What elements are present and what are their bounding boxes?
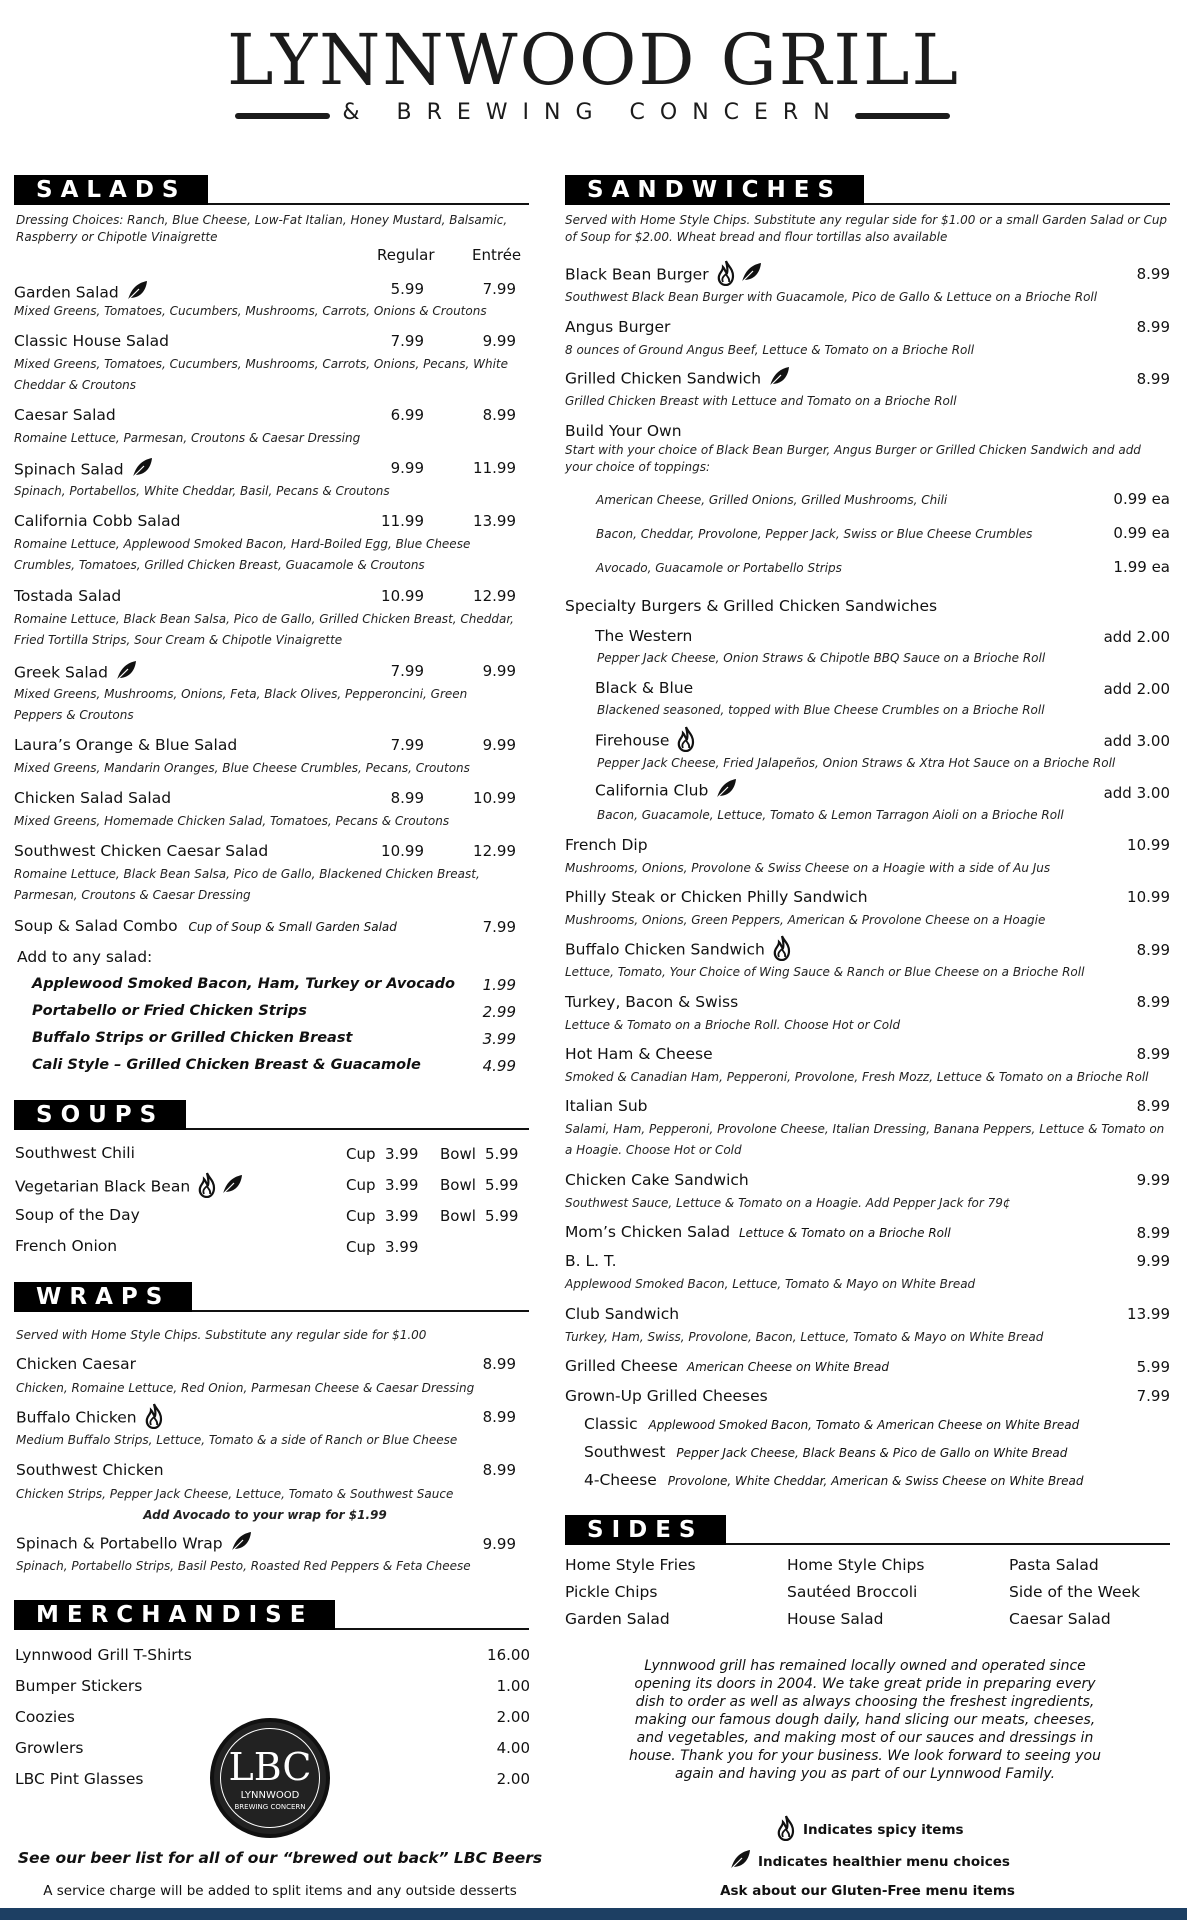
bowl-price: 5.99 xyxy=(485,1207,519,1225)
sandwich-price: 8.99 xyxy=(1136,993,1170,1011)
wrap-price: 8.99 xyxy=(482,1355,516,1373)
menu-item-desc: Romaine Lettuce, Parmesan, Croutons & Caesar Dressing xyxy=(14,431,361,445)
cup-price: 3.99 xyxy=(385,1238,419,1256)
topping-name: American Cheese, Grilled Onions, Grilled Mushrooms, Chili xyxy=(596,493,948,507)
cup-price: 3.99 xyxy=(385,1176,419,1194)
addon-name: Buffalo Strips or Grilled Chicken Breast xyxy=(32,1030,353,1046)
specialty-name: Black & Blue xyxy=(595,679,694,697)
legend-spicy: Indicates spicy items xyxy=(775,1815,964,1845)
sandwich-desc: Applewood Smoked Bacon, Lettuce, Tomato & Mayo on White Bread xyxy=(565,1277,976,1291)
cup-price: 3.99 xyxy=(385,1207,419,1225)
addon-price: 2.99 xyxy=(482,1003,516,1021)
specialty-desc: Bacon, Guacamole, Lettuce, Tomato & Lemon Tarragon Aioli on a Brioche Roll xyxy=(597,808,1064,822)
side-item: House Salad xyxy=(787,1610,884,1628)
wrap-desc: Medium Buffalo Strips, Lettuce, Tomato & a side of Ranch or Blue Cheese xyxy=(16,1433,458,1447)
sandwich-desc: Mushrooms, Onions, Provolone & Swiss Cheese on a Hoagie with a side of Au Jus xyxy=(565,861,1051,875)
sandwich-name: Philly Steak or Chicken Philly Sandwich xyxy=(565,888,868,906)
sandwiches-header: SANDWICHES xyxy=(565,175,1170,205)
merch-price: 16.00 xyxy=(487,1646,530,1664)
leaf-icon xyxy=(114,659,138,687)
sandwich-desc: 8 ounces of Ground Angus Beef, Lettuce & Tomato on a Brioche Roll xyxy=(565,343,975,357)
price-entree: 10.99 xyxy=(473,789,516,807)
specialty-price: add 2.00 xyxy=(1103,680,1170,698)
sandwich-name: Hot Ham & Cheese xyxy=(565,1045,713,1063)
legend-healthy: Indicates healthier menu choices xyxy=(728,1848,1010,1876)
topping-price: 1.99 ea xyxy=(1113,558,1170,576)
price-regular: 10.99 xyxy=(381,842,424,860)
menu-item-desc: Mixed Greens, Tomatoes, Cucumbers, Mushrooms, Carrots, Onions, Pecans, White Cheddar & Croutons xyxy=(14,357,509,392)
addon-price: 3.99 xyxy=(482,1030,516,1048)
side-item: Sautéed Broccoli xyxy=(787,1583,918,1601)
side-item: Pasta Salad xyxy=(1009,1556,1099,1574)
wrap-price: 8.99 xyxy=(482,1461,516,1479)
price-entree: 9.99 xyxy=(482,736,516,754)
price-regular: 6.99 xyxy=(390,406,424,424)
addon-name: Portabello or Fried Chicken Strips xyxy=(32,1003,307,1019)
soup-name: Soup of the Day xyxy=(15,1206,140,1224)
specialty-title: Specialty Burgers & Grilled Chicken Sandwiches xyxy=(565,597,938,615)
price-entree: 9.99 xyxy=(482,332,516,350)
price-entree: 12.99 xyxy=(473,587,516,605)
sides-header: SIDES xyxy=(565,1515,1170,1545)
cup-label: Cup xyxy=(346,1238,376,1256)
salads-header: SALADS xyxy=(14,175,529,205)
bowl-price: 5.99 xyxy=(485,1176,519,1194)
merch-name: Coozies xyxy=(15,1708,75,1726)
price-entree: 9.99 xyxy=(482,662,516,680)
sandwich-name: Chicken Cake Sandwich xyxy=(565,1171,749,1189)
lbc-logo xyxy=(210,1718,330,1838)
wrap-desc: Chicken Strips, Pepper Jack Cheese, Lettuce, Tomato & Southwest Sauce xyxy=(16,1487,454,1501)
sandwich-price: 8.99 xyxy=(1136,318,1170,336)
price-entree: 11.99 xyxy=(473,459,516,477)
sandwich-price: 8.99 xyxy=(1136,1224,1170,1242)
specialty-name: The Western xyxy=(595,627,693,645)
logo-line2: BREWING CONCERN xyxy=(234,1803,306,1811)
dressing-choices: Dressing Choices: Ranch, Blue Cheese, Low-Fat Italian, Honey Mustard, Balsamic, Raspberry or Chipotle Vinaigrette xyxy=(16,213,508,244)
wrap-price: 9.99 xyxy=(482,1535,516,1553)
specialty-price: add 3.00 xyxy=(1103,732,1170,750)
flame-icon xyxy=(675,726,697,756)
grownup-option: Southwest Pepper Jack Cheese, Black Beans & Pico de Gallo on White Bread xyxy=(584,1443,1068,1461)
sandwich-name: Turkey, Bacon & Swiss xyxy=(565,993,739,1011)
merch-name: Bumper Stickers xyxy=(15,1677,143,1695)
menu-item-name: Chicken Salad Salad xyxy=(14,789,172,807)
menu-item-name: Caesar Salad xyxy=(14,406,116,424)
menu-item-name: Classic House Salad xyxy=(14,332,170,350)
menu-item-name: Garden Salad xyxy=(14,279,149,307)
sandwich-price: 7.99 xyxy=(1136,1387,1170,1405)
merch-price: 1.00 xyxy=(496,1677,530,1695)
sandwich-price: 8.99 xyxy=(1136,1045,1170,1063)
col-regular: Regular xyxy=(377,246,435,264)
sandwich-desc: Lettuce, Tomato, Your Choice of Wing Sauce & Ranch or Blue Cheese on a Brioche Roll xyxy=(565,965,1085,979)
price-entree: 7.99 xyxy=(482,280,516,298)
side-item: Garden Salad xyxy=(565,1610,670,1628)
menu-item-desc: Mixed Greens, Mandarin Oranges, Blue Cheese Crumbles, Pecans, Croutons xyxy=(14,761,470,775)
title-underline-right xyxy=(855,113,950,119)
sandwich-price: 5.99 xyxy=(1136,1358,1170,1376)
menu-item-name: California Cobb Salad xyxy=(14,512,181,530)
price-regular: 8.99 xyxy=(390,789,424,807)
sandwich-name: Grilled Cheese American Cheese on White Bread xyxy=(565,1357,889,1375)
addon-name: Applewood Smoked Bacon, Ham, Turkey or Avocado xyxy=(32,976,455,992)
sandwich-desc: Lettuce & Tomato on a Brioche Roll. Choose Hot or Cold xyxy=(565,1018,901,1032)
price-regular: 11.99 xyxy=(381,512,424,530)
side-item: Home Style Fries xyxy=(565,1556,696,1574)
menu-item-desc: Mixed Greens, Tomatoes, Cucumbers, Mushrooms, Carrots, Onions & Croutons xyxy=(14,304,487,318)
price-entree: 12.99 xyxy=(473,842,516,860)
bottom-bar xyxy=(0,1908,1187,1920)
sandwich-price: 9.99 xyxy=(1136,1252,1170,1270)
leaf-icon xyxy=(714,777,738,805)
price-regular: 5.99 xyxy=(390,280,424,298)
sandwich-name: Black Bean Burger xyxy=(565,260,763,290)
menu-item-name: Spinach Salad xyxy=(14,456,154,484)
topping-name: Avocado, Guacamole or Portabello Strips xyxy=(596,561,842,575)
price-regular: 7.99 xyxy=(390,736,424,754)
sandwich-price: 8.99 xyxy=(1136,265,1170,283)
flame-icon xyxy=(775,1815,797,1845)
price-regular: 10.99 xyxy=(381,587,424,605)
wrap-name: Southwest Chicken xyxy=(16,1461,164,1479)
combo-price: 7.99 xyxy=(482,918,516,936)
specialty-name: Firehouse xyxy=(595,726,697,756)
restaurant-title: LYNNWOOD GRILL xyxy=(226,19,961,101)
soups-header: SOUPS xyxy=(14,1100,529,1130)
merch-name: Lynnwood Grill T-Shirts xyxy=(15,1646,192,1664)
wrap-desc: Chicken, Romaine Lettuce, Red Onion, Parmesan Cheese & Caesar Dressing xyxy=(16,1381,475,1395)
merch-price: 4.00 xyxy=(496,1739,530,1757)
service-note: A service charge will be added to split items and any outside desserts xyxy=(43,1883,517,1899)
soup-name: Southwest Chili xyxy=(15,1144,135,1162)
sandwich-desc: Mushrooms, Onions, Green Peppers, American & Provolone Cheese on a Hoagie xyxy=(565,913,1046,927)
menu-item-desc: Romaine Lettuce, Black Bean Salsa, Pico de Gallo, Blackened Chicken Breast, Parmesan, Croutons & Caesar Dressing xyxy=(14,867,480,902)
sandwich-price: 10.99 xyxy=(1127,836,1170,854)
sandwich-name: Grilled Chicken Sandwich xyxy=(565,365,791,393)
grownup-option: 4-Cheese Provolone, White Cheddar, American & Swiss Cheese on White Bread xyxy=(584,1471,1084,1489)
wrap-name: Chicken Caesar xyxy=(16,1355,136,1373)
flame-icon xyxy=(715,260,737,290)
leaf-icon xyxy=(728,1848,752,1876)
topping-price: 0.99 ea xyxy=(1113,524,1170,542)
sandwich-desc: Grilled Chicken Breast with Lettuce and Tomato on a Brioche Roll xyxy=(565,394,957,408)
logo-letters: LBC xyxy=(228,1745,312,1789)
cup-label: Cup xyxy=(346,1176,376,1194)
addon-price: 1.99 xyxy=(482,976,516,994)
specialty-price: add 2.00 xyxy=(1103,628,1170,646)
side-item: Side of the Week xyxy=(1009,1583,1141,1601)
addon-price: 4.99 xyxy=(482,1057,516,1075)
leaf-icon xyxy=(739,261,763,289)
sandwich-price: 10.99 xyxy=(1127,888,1170,906)
flame-icon xyxy=(771,935,793,965)
sandwich-price: 8.99 xyxy=(1136,1097,1170,1115)
menu-item-desc: Romaine Lettuce, Black Bean Salsa, Pico de Gallo, Grilled Chicken Breast, Cheddar, Fried Tortilla Strips, Sour Cream & Chipotle Vinaigrette xyxy=(14,612,514,647)
menu-item-name: Southwest Chicken Caesar Salad xyxy=(14,842,269,860)
menu-item-desc: Mixed Greens, Mushrooms, Onions, Feta, Black Olives, Pepperoncini, Green Peppers & Croutons xyxy=(14,687,468,722)
restaurant-subtitle: & BREWING CONCERN xyxy=(342,100,845,125)
leaf-icon xyxy=(767,365,791,393)
specialty-desc: Pepper Jack Cheese, Fried Jalapeños, Onion Straws & Xtra Hot Sauce on a Brioche Roll xyxy=(597,756,1116,770)
merch-name: Growlers xyxy=(15,1739,84,1757)
sandwich-desc: Salami, Ham, Pepperoni, Provolone Cheese, Italian Dressing, Banana Peppers, Lettuce & Tomato on a Hoagie. Choose Hot or Cold xyxy=(565,1122,1165,1157)
specialty-desc: Pepper Jack Cheese, Onion Straws & Chipotle BBQ Sauce on a Brioche Roll xyxy=(597,651,1046,665)
side-item: Caesar Salad xyxy=(1009,1610,1111,1628)
cup-price: 3.99 xyxy=(385,1145,419,1163)
merch-price: 2.00 xyxy=(496,1770,530,1788)
logo-line1: LYNNWOOD xyxy=(240,1790,300,1801)
merch-price: 2.00 xyxy=(496,1708,530,1726)
merch-name: LBC Pint Glasses xyxy=(15,1770,144,1788)
sandwiches-intro: Served with Home Style Chips. Substitute any regular side for $1.00 or a small Garden Salad or Cup of Soup for $2.00. Wheat bread and flour tortillas also available xyxy=(565,213,1168,244)
sandwich-name: Mom’s Chicken Salad Lettuce & Tomato on a Brioche Roll xyxy=(565,1223,951,1241)
wraps-header: WRAPS xyxy=(14,1282,529,1312)
side-item: Home Style Chips xyxy=(787,1556,925,1574)
col-entree: Entrée xyxy=(472,246,522,264)
sandwich-name: B. L. T. xyxy=(565,1252,617,1270)
combo-item: Soup & Salad Combo Cup of Soup & Small Garden Salad xyxy=(14,917,397,935)
sandwich-name: Italian Sub xyxy=(565,1097,648,1115)
merchandise-header: MERCHANDISE xyxy=(14,1600,529,1630)
wrap-name: Buffalo Chicken xyxy=(16,1403,165,1433)
price-regular: 9.99 xyxy=(390,459,424,477)
grownup-option: Classic Applewood Smoked Bacon, Tomato & American Cheese on White Bread xyxy=(584,1415,1080,1433)
sandwich-name: Angus Burger xyxy=(565,318,671,336)
menu-item-name: Laura’s Orange & Blue Salad xyxy=(14,736,238,754)
menu-item-name: Tostada Salad xyxy=(14,587,122,605)
price-entree: 8.99 xyxy=(482,406,516,424)
price-regular: 7.99 xyxy=(390,662,424,680)
price-regular: 7.99 xyxy=(390,332,424,350)
build-your-own: Build Your Own xyxy=(565,422,682,440)
addon-name: Cali Style – Grilled Chicken Breast & Guacamole xyxy=(32,1057,421,1073)
bowl-price: 5.99 xyxy=(485,1145,519,1163)
sandwich-name: Grown-Up Grilled Cheeses xyxy=(565,1387,768,1405)
bowl-label: Bowl xyxy=(440,1207,476,1225)
side-item: Pickle Chips xyxy=(565,1583,658,1601)
specialty-desc: Blackened seasoned, topped with Blue Cheese Crumbles on a Brioche Roll xyxy=(597,703,1045,717)
leaf-icon xyxy=(220,1173,244,1201)
price-entree: 13.99 xyxy=(473,512,516,530)
menu-item-desc: Spinach, Portabellos, White Cheddar, Basil, Pecans & Croutons xyxy=(14,484,390,498)
topping-name: Bacon, Cheddar, Provolone, Pepper Jack, Swiss or Blue Cheese Crumbles xyxy=(596,527,1033,541)
menu-item-name: Greek Salad xyxy=(14,659,138,687)
wraps-intro: Served with Home Style Chips. Substitute any regular side for $1.00 xyxy=(16,1328,427,1342)
sandwich-price: 8.99 xyxy=(1136,941,1170,959)
sandwich-desc: Turkey, Ham, Swiss, Provolone, Bacon, Lettuce, Tomato & Mayo on White Bread xyxy=(565,1330,1044,1344)
soup-name: Vegetarian Black Bean xyxy=(15,1172,244,1202)
sandwich-desc: Southwest Black Bean Burger with Guacamole, Pico de Gallo & Lettuce on a Brioche Roll xyxy=(565,290,1098,304)
sandwich-desc: Smoked & Canadian Ham, Pepperoni, Provolone, Fresh Mozz, Lettuce & Tomato on a Brioche Roll xyxy=(565,1070,1149,1084)
beer-note: See our beer list for all of our “brewed out back” LBC Beers xyxy=(17,1849,543,1867)
sandwich-price: 13.99 xyxy=(1127,1305,1170,1323)
cup-label: Cup xyxy=(346,1145,376,1163)
avocado-note: Add Avocado to your wrap for $1.99 xyxy=(143,1508,387,1522)
wrap-desc: Spinach, Portabello Strips, Basil Pesto, Roasted Red Peppers & Feta Cheese xyxy=(16,1559,471,1573)
topping-price: 0.99 ea xyxy=(1113,490,1170,508)
specialty-name: California Club xyxy=(595,777,738,805)
flame-icon xyxy=(196,1172,218,1202)
specialty-price: add 3.00 xyxy=(1103,784,1170,802)
menu-item-desc: Romaine Lettuce, Applewood Smoked Bacon, Hard-Boiled Egg, Blue Cheese Crumbles, Tomatoes, Grilled Chicken Breast, Guacamole & Croutons xyxy=(14,537,471,572)
wrap-name: Spinach & Portabello Wrap xyxy=(16,1530,253,1558)
leaf-icon xyxy=(229,1530,253,1558)
sandwich-name: Club Sandwich xyxy=(565,1305,680,1323)
sandwich-desc: Southwest Sauce, Lettuce & Tomato on a Hoagie. Add Pepper Jack for 79¢ xyxy=(565,1196,1011,1210)
flame-icon xyxy=(143,1403,165,1433)
leaf-icon xyxy=(130,456,154,484)
build-your-own-desc: Start with your choice of Black Bean Burger, Angus Burger or Grilled Chicken Sandwich and add your choice of toppings: xyxy=(565,443,1141,474)
cup-label: Cup xyxy=(346,1207,376,1225)
bowl-label: Bowl xyxy=(440,1176,476,1194)
bowl-label: Bowl xyxy=(440,1145,476,1163)
wrap-price: 8.99 xyxy=(482,1408,516,1426)
legend-gluten: Ask about our Gluten-Free menu items xyxy=(720,1883,1015,1899)
sandwich-price: 8.99 xyxy=(1136,370,1170,388)
sandwich-name: French Dip xyxy=(565,836,648,854)
sandwich-name: Buffalo Chicken Sandwich xyxy=(565,935,793,965)
about-text: Lynnwood grill has remained locally owned and operated since opening its doors in 2004. We take great pride in preparing every dish to order as well as always choosing the freshest ingredients, making our famous dough daily, hand slicing our meats, cheeses, and vegetables, and making most of our sauces and dressings in house. Thank you for your business. We look forward to seeing you again and having you as part of our Lynnwood Family. xyxy=(629,1658,1101,1782)
sandwich-price: 9.99 xyxy=(1136,1171,1170,1189)
menu-item-desc: Mixed Greens, Homemade Chicken Salad, Tomatoes, Pecans & Croutons xyxy=(14,814,450,828)
soup-name: French Onion xyxy=(15,1237,118,1255)
addons-title: Add to any salad: xyxy=(17,948,153,966)
